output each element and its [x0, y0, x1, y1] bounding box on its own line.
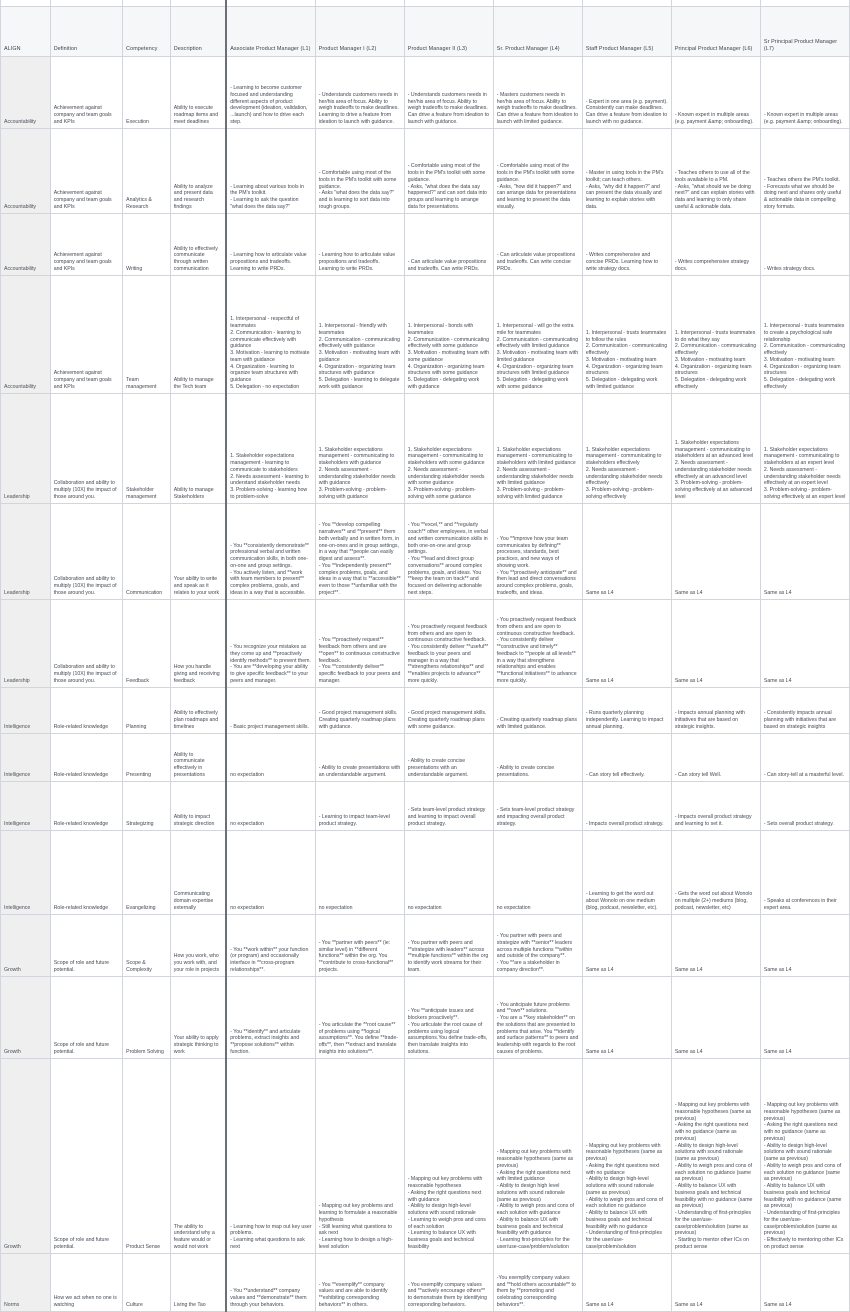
row-definition[interactable]: Role-related knowledge — [50, 687, 122, 733]
row-level-cell-l6[interactable]: Same as L4 — [671, 914, 760, 976]
column-header-level-l3[interactable]: Product Manager II (L3) — [404, 6, 493, 56]
row-description[interactable]: Ability to effectively plan roadmaps and timelines — [170, 687, 226, 733]
row-level-cell-l4[interactable]: - Sets team-level product strategy and impacting overall product strategy. — [493, 781, 582, 830]
row-level-cell-l2[interactable]: - You articulate the **root cause** of problems using **logical assumptions**. You define **trade-offs**, then **extract and translate insights into solutions**. — [315, 976, 404, 1058]
table-row — [1, 213, 850, 275]
row-level-cell-l1[interactable]: 1. Interpersonal - respectful of teammates 2. Communication - learning to communicate effectively with guidance 3. Motivation - learning to motivate team with guidance 4. Organization - learning to organize team structures with guidance 5. Delegation - no expectation — [226, 275, 315, 393]
row-level-cell-l5[interactable]: 1. Interpersonal - trusts teammates to follow the rules 2. Communication - communicating effectively 3. Motivation - motivating team 4. Organization - organizing team structures 5. Delegation - delegating work with limited guidance — [582, 275, 671, 393]
row-description[interactable]: Ability to manage Stakeholders — [170, 393, 226, 503]
row-level-cell-l5[interactable]: Same as L4 — [582, 914, 671, 976]
row-definition[interactable]: Role-related knowledge — [50, 830, 122, 914]
row-definition[interactable]: Role-related knowledge — [50, 781, 122, 830]
row-level-cell-l7[interactable]: Same as L4 — [760, 1253, 849, 1311]
row-level-cell-l5[interactable]: Same as L4 — [582, 976, 671, 1058]
row-level-cell-l3[interactable]: - You partner with peers and **strategize with leaders** across **multiple functions** within the org to identify work streams for their team. — [404, 914, 493, 976]
row-align-label[interactable]: Accountability — [1, 128, 51, 213]
row-level-cell-l2[interactable]: - Mapping out key problems and learning to formulate a reasonable hypothesis - Still learning what questions to ask next - Learning how to design a high-level solution — [315, 1058, 404, 1253]
column-header-level-l7[interactable]: Sr Principal Product Manager (L7) — [760, 6, 849, 56]
row-level-cell-l3[interactable]: - Sets team-level product strategy and learning to impact overall product strategy. — [404, 781, 493, 830]
row-level-cell-l7[interactable]: - Writes strategy docs. — [760, 213, 849, 275]
row-competency[interactable]: Culture — [123, 1253, 171, 1311]
row-level-cell-l7[interactable]: - Speaks at conferences in their expert area. — [760, 830, 849, 914]
column-header-level-l6[interactable]: Principal Product Manager (L6) — [671, 6, 760, 56]
row-level-cell-l6[interactable]: - Mapping out key problems with reasonable hypotheses (same as previous) - Asking the right questions next with no guidance (same as previous) - Ability to design high-level solutions with sound rationale (same as previous) - Ability to weigh pros and cons of each solution no guidance (same as previous) - Ability to balance UX with business goals and technical feasibility with no guidance (same as previous) - Understanding of first-principles for the user/use-case/problem/solution (same as previous) - Starting to mentor other ICs on product sense — [671, 1058, 760, 1253]
row-level-cell-l7[interactable]: - Can story-tell at a masterful level. — [760, 733, 849, 781]
column-header-competency[interactable]: Competency — [123, 6, 171, 56]
row-align-label[interactable]: Growth — [1, 976, 51, 1058]
table-row — [1, 1253, 850, 1311]
table-row — [1, 781, 850, 830]
row-definition[interactable]: Role-related knowledge — [50, 733, 122, 781]
row-level-cell-l3[interactable]: - Can articulate value propositions and tradeoffs. Can write PRDs. — [404, 213, 493, 275]
row-level-cell-l1[interactable]: - Learning how to map out key user problems. - Learning what questions to ask next — [226, 1058, 315, 1253]
row-definition[interactable]: Collaboration and ability to multiply (10X) the impact of those around you. — [50, 393, 122, 503]
row-level-cell-l3[interactable]: - Comfortable using most of the tools in the PM's toolkit with some guidance. - Asks, "what does the data say happened?" and can sort data into groups and learning to arrange data for presentations. — [404, 128, 493, 213]
row-level-cell-l2[interactable]: - You **proactively request** feedback from others and are **open** to continuous constructive feedback. - You **consistently deliver** specific feedback to your peers and manager. — [315, 599, 404, 687]
row-level-cell-l4[interactable]: no expectation — [493, 830, 582, 914]
row-level-cell-l4[interactable]: - Mapping out key problems with reasonable hypotheses (same as previous) - Asking the right questions next with limited guidance - Ability to design high level solutions with sound rationale (same as previous) - Ability to weigh pros and cons of each solution with guidance - Ability to balance UX with business goals and technical feasibility with guidance - Learning first-principles for the user/use-case/problem/solution — [493, 1058, 582, 1253]
row-level-cell-l2[interactable]: - Learning how to articulate value propositions and tradeoffs. Learning to write PRDs. — [315, 213, 404, 275]
row-definition[interactable]: Scope of role and future potential. — [50, 914, 122, 976]
row-level-cell-l3[interactable]: - You exemplify company values and **actively encourage others** to demonstrate them by identifying corresponding behaviors. — [404, 1253, 493, 1311]
row-align-label[interactable]: Accountability — [1, 213, 51, 275]
row-align-label[interactable]: Leadership — [1, 599, 51, 687]
row-level-cell-l1[interactable]: no expectation — [226, 781, 315, 830]
row-level-cell-l4[interactable]: - You proactively request feedback from others and are open to continuous constructive feedback. - You consistently deliver **constructive and timely** feedback to **people at all levels** in a way that strengthens relationships and enables **functional initiatives** to advance more quickly. — [493, 599, 582, 687]
row-level-cell-l2[interactable]: - Comfortable using most of the tools in the PM's toolkit with some guidance. - Asks "what does the data say?" and is learning to sort data into rough groups. — [315, 128, 404, 213]
row-level-cell-l7[interactable]: - Sets overall product strategy. — [760, 781, 849, 830]
row-level-cell-l3[interactable]: - Mapping out key problems with reasonable hypotheses - Asking the right questions next with guidance - Ability to design high-level solutions with sound rationale - Learning to weigh pros and cons of each solution - Learning to balance UX with business goals and technical feasibility — [404, 1058, 493, 1253]
row-level-cell-l2[interactable]: no expectation — [315, 830, 404, 914]
row-align-label[interactable]: Intelligence — [1, 687, 51, 733]
row-align-label[interactable]: Intelligence — [1, 781, 51, 830]
column-header-level-l5[interactable]: Staff Product Manager (L5) — [582, 6, 671, 56]
row-level-cell-l3[interactable]: - You **excel,** and **regularly coach** other employees, in verbal and written communication skills in both one-on-one and group settings. - You **lead and direct group conversations** around complex problems, goals, and ideas. You **keep the team on track** and focused on delivering actionable next steps. — [404, 503, 493, 599]
row-description[interactable]: Your ability to apply strategic thinking to work — [170, 976, 226, 1058]
row-level-cell-l2[interactable]: - You **partner with peers** (ie: similar level) in **different functions** within the org. You **contribute to cross-functional** projects. — [315, 914, 404, 976]
row-competency[interactable]: Planning — [123, 687, 171, 733]
row-description[interactable]: Your ability to write and speak as it relates to your work — [170, 503, 226, 599]
row-align-label[interactable]: Intelligence — [1, 733, 51, 781]
row-align-label[interactable]: Accountability — [1, 56, 51, 128]
row-level-cell-l3[interactable]: 1. Interpersonal - bonds with teammates 2. Communication - communicating effectively with some guidance 3. Motivation - motivating team with some guidance 4. Organization - organizing team structures with some guidance 5. Delegation - delegating work with guidance — [404, 275, 493, 393]
row-level-cell-l5[interactable]: Same as L4 — [582, 503, 671, 599]
row-level-cell-l6[interactable]: 1. Stakeholder expectations management - communicating to stakeholders at an advanced level 2. Needs assessment - understanding stakeholder needs effectively at an advanced level 3. Problem-solving - problem-solving effectively at an advanced level — [671, 393, 760, 503]
row-level-cell-l6[interactable]: - Teaches others to use all of the tools available to a PM. - Asks, "what should we be doing next?" and can explain stories with data and learning to only share useful & actionable data. — [671, 128, 760, 213]
row-level-cell-l5[interactable]: - Writes comprehensive and concise PRDs. Learning how to write strategy docs. — [582, 213, 671, 275]
row-level-cell-l3[interactable]: - You **anticipate issues and blockers proactively**. - You articulate the root cause of problems using logical assumptions.You define trade-offs, then translate insights into solutions. — [404, 976, 493, 1058]
row-level-cell-l7[interactable]: - Mapping out key problems with reasonable hypotheses (same as previous) - Asking the right questions next with no guidance (same as previous) - Ability to design high-level solutions with sound rationale (same as previous) - Ability to weigh pros and cons of each solution no guidance (same as previous) - Ability to balance UX with business goals and technical feasibility with no guidance (same as previous) - Understanding of first-principles for the user/use-case/problem/solution (same as previous) - Effectively to mentoring other ICs on product sense — [760, 1058, 849, 1253]
row-level-cell-l2[interactable]: - You **develop compelling narratives** and **present** them both verbally and in written form, in one-on-ones and in group settings, in a way that **people can easily digest and assess**. - You **independently present** complex problems, goals, and ideas in a way that is **accessible** even to those **unfamiliar with the project**. — [315, 503, 404, 599]
row-definition[interactable]: How we act when no one is watching — [50, 1253, 122, 1311]
row-level-cell-l4[interactable]: -You exemplify company values and **hold others accountable** to them by **promoting and celebrating corresponding behaviors**. — [493, 1253, 582, 1311]
row-level-cell-l5[interactable]: Same as L4 — [582, 599, 671, 687]
row-description[interactable]: Ability to manage the Tech team — [170, 275, 226, 393]
table-header — [1, 0, 850, 56]
table-row — [1, 687, 850, 733]
row-competency[interactable]: Feedback — [123, 599, 171, 687]
row-align-label[interactable]: Leadership — [1, 393, 51, 503]
row-competency[interactable]: Communication — [123, 503, 171, 599]
row-level-cell-l6[interactable]: Same as L4 — [671, 503, 760, 599]
row-level-cell-l5[interactable]: - Mapping out key problems with reasonable hypotheses (same as previous) - Asking the right questions next with no guidance - Ability to design high-level solutions with sound rationale (same as previous) - Ability to weigh pros and cons of each solution no guidance - Ability to balance UX with business goals and technical feasibility with no guidance - Understanding of first-principles for the user/use-case/problem/solution — [582, 1058, 671, 1253]
row-level-cell-l1[interactable]: - You recognize your mistakes as they come up and **proactively identify methods** to prevent them. - You are **developing your ability to give specific feedback** to your peers and manager. — [226, 599, 315, 687]
table-row — [1, 914, 850, 976]
row-level-cell-l7[interactable]: Same as L4 — [760, 503, 849, 599]
table-body — [1, 56, 850, 1311]
row-level-cell-l7[interactable]: Same as L4 — [760, 914, 849, 976]
row-definition[interactable]: Achievement against company and team goals and KPIs — [50, 275, 122, 393]
row-definition[interactable]: Scope of role and future potential. — [50, 1058, 122, 1253]
row-definition[interactable]: Collaboration and ability to multiply (10X) the impact of those around you. — [50, 599, 122, 687]
row-level-cell-l7[interactable]: - Teaches others the PM's toolkit. - Forecasts what we should be doing next and shares only useful & actionable data in compelling story formats. — [760, 128, 849, 213]
row-level-cell-l6[interactable]: Same as L4 — [671, 1253, 760, 1311]
row-align-label[interactable]: Leadership — [1, 503, 51, 599]
table-row — [1, 1058, 850, 1253]
row-level-cell-l4[interactable]: - Masters customers needs in her/his area of focus. Ability to weigh tradeoffs to make deadlines. Can drive a feature from ideation to launch with limited guidance. — [493, 56, 582, 128]
row-level-cell-l3[interactable]: no expectation — [404, 830, 493, 914]
column-header-row — [1, 6, 850, 56]
row-level-cell-l4[interactable]: - Ability to create concise presentations. — [493, 733, 582, 781]
row-level-cell-l4[interactable]: - Comfortable using most of the tools in the PM's toolkit with some guidance. - Asks, "how did it happen?" and can arrange data for presentations and learning to present the data visually. — [493, 128, 582, 213]
row-competency[interactable]: Analytics & Research — [123, 128, 171, 213]
table-row — [1, 733, 850, 781]
row-level-cell-l1[interactable]: - Learning how to articulate value propositions and tradeoffs. Learning to write PRDs. — [226, 213, 315, 275]
row-level-cell-l1[interactable]: - You **understand** company values and **demonstrate** them through your behaviors. — [226, 1253, 315, 1311]
row-level-cell-l6[interactable]: - Can story tell Well. — [671, 733, 760, 781]
row-level-cell-l1[interactable]: - You **consistently demonstrate** professional verbal and written communication skills, in both one-on-one and group settings. - You actively listen, and **work with team members to present** complex problems, goals, and ideas in a way that is accessible. — [226, 503, 315, 599]
row-level-cell-l1[interactable]: - You **work within** your function (or program) and occasionally interface in **cross-program relationships**. — [226, 914, 315, 976]
row-competency[interactable]: Strategizing — [123, 781, 171, 830]
row-align-label[interactable]: Intelligence — [1, 830, 51, 914]
row-description[interactable]: Ability to execute roadmap items and meet deadlines — [170, 56, 226, 128]
row-level-cell-l2[interactable]: 1. Interpersonal - friendly with teammates 2. Communication - communicating effectively with guidance 3. Motivation - motivating team with guidance 4. Organization - organizing team structures with guidance 5. Delegation - learning to delegate work with guidance — [315, 275, 404, 393]
row-level-cell-l4[interactable]: - Creating quarterly roadmap plans with limited guidance. — [493, 687, 582, 733]
row-level-cell-l1[interactable]: - Learning to become customer focused and understanding different aspects of product development (ideation, validation, ...launch) and how to drive each step. — [226, 56, 315, 128]
row-level-cell-l5[interactable]: 1. Stakeholder expectations management - communicating to stakeholders effectively 2. Needs assessment - understanding stakeholder needs effectively 3. Problem-solving - problem-solving effectively — [582, 393, 671, 503]
row-align-label[interactable]: Growth — [1, 1058, 51, 1253]
table-row — [1, 393, 850, 503]
row-description[interactable]: The ability to understand why a feature would or would not work — [170, 1058, 226, 1253]
row-level-cell-l7[interactable]: Same as L4 — [760, 599, 849, 687]
row-level-cell-l6[interactable]: Same as L4 — [671, 976, 760, 1058]
row-competency[interactable]: Writing — [123, 213, 171, 275]
row-level-cell-l6[interactable]: - Impacts overall product strategy and learning to set it. — [671, 781, 760, 830]
row-level-cell-l7[interactable]: 1. Interpersonal - trusts teammates to create a psychological safe relationship 2. Communication - communicating effectively 3. Motivation - motivating team 4. Organization - organizing team structures 5. Delegation - delegating work effectively — [760, 275, 849, 393]
row-level-cell-l2[interactable]: 1. Stakeholder expectations management - communicating to stakeholders with guidance 2. Needs assessment - understanding stakeholder needs with guidance 3. Problem-solving - problem-solving with guidance — [315, 393, 404, 503]
row-definition[interactable]: Achievement against company and team goals and KPIs — [50, 128, 122, 213]
row-definition[interactable]: Collaboration and ability to multiply (10X) the impact of those around you. — [50, 503, 122, 599]
row-align-label[interactable]: Norms — [1, 1253, 51, 1311]
row-level-cell-l7[interactable]: Same as L4 — [760, 976, 849, 1058]
row-competency[interactable]: Execution — [123, 56, 171, 128]
row-level-cell-l3[interactable]: - You proactively request feedback from others and are open to continuous constructive feedback. - You consistently deliver **useful** feedback to your peers and manager in a way that **strengthens relationships** and **enables projects to advance** more quickly. — [404, 599, 493, 687]
row-description[interactable]: Living the Tao — [170, 1253, 226, 1311]
row-level-cell-l5[interactable]: - Impacts overall product strategy. — [582, 781, 671, 830]
row-level-cell-l5[interactable]: - Expert in one area (e.g. payment). Consistently can make deadlines. Can drive a feature from ideation to launch with no guidance. — [582, 56, 671, 128]
table-row — [1, 128, 850, 213]
row-level-cell-l5[interactable]: Same as L4 — [582, 1253, 671, 1311]
row-level-cell-l6[interactable]: - Gets the word out about Wonolo on multiple (2+) mediums (blog, podcast, newsletter, etc) — [671, 830, 760, 914]
row-level-cell-l1[interactable]: - You **identify** and articulate problems, extract insights and **propose solutions** within function. — [226, 976, 315, 1058]
row-level-cell-l2[interactable]: - You **exemplify** company values and are able to identify **exhibiting corresponding behaviors** in others. — [315, 1253, 404, 1311]
row-level-cell-l4[interactable]: - Can articulate value propositions and tradeoffs. Can write concise PRDs. — [493, 213, 582, 275]
row-description[interactable]: Communicating domain expertise externally — [170, 830, 226, 914]
row-level-cell-l2[interactable]: - Learning to impact team-level product strategy. — [315, 781, 404, 830]
row-level-cell-l4[interactable]: 1. Stakeholder expectations management - communicating to stakeholders with limited guidance 2. Needs assessment - understanding stakeholder needs with limited guidance 3. Problem-solving - problem-solving with limited guidance — [493, 393, 582, 503]
table-row — [1, 503, 850, 599]
row-competency[interactable]: Team management — [123, 275, 171, 393]
row-level-cell-l4[interactable]: - You **improve how your team communicates by defining** processes, standards, best practices, and new ways of showing work. - You **proactively anticipate** and then lead and direct conversations around complex problems, goals, tradeoffs, and ideas. — [493, 503, 582, 599]
column-header-align[interactable]: ALIGN — [1, 6, 51, 56]
row-level-cell-l6[interactable]: 1. Interpersonal - trusts teammates to do what they say 2. Communication - communicating effectively 3. Motivation - motivating team 4. Organization - organizing team structures 5. Delegation - delegating work effectively — [671, 275, 760, 393]
row-level-cell-l6[interactable]: - Known expert in multiple areas (e.g. payment &amp; onboarding). — [671, 56, 760, 128]
row-competency[interactable]: Evangelizing — [123, 830, 171, 914]
row-level-cell-l4[interactable]: - You anticipate future problems and **own** solutions. - You are a **key stakeholder** on the solutions that are presented to problems that arise. You **identify and surface patterns** to peers and leadership with regards to the root causes of problems. — [493, 976, 582, 1058]
row-level-cell-l6[interactable]: - Writes comprehensive strategy docs. — [671, 213, 760, 275]
table-row — [1, 599, 850, 687]
row-competency[interactable]: Product Sense — [123, 1058, 171, 1253]
row-competency[interactable]: Presenting — [123, 733, 171, 781]
row-level-cell-l1[interactable]: 1. Stakeholder expectations management - learning to communicate to stakeholders 2. Needs assessment - learning to understand stakeholder needs 3. Problem-solving - learning how to problem-solve — [226, 393, 315, 503]
row-definition[interactable]: Achievement against company and team goals and KPIs — [50, 56, 122, 128]
row-definition[interactable]: Achievement against company and team goals and KPIs — [50, 213, 122, 275]
row-level-cell-l3[interactable]: - Good project management skills. Creating quarterly roadmap plans with some guidance. — [404, 687, 493, 733]
table-row — [1, 56, 850, 128]
row-description[interactable]: Ability to analyze and present data and research findings — [170, 128, 226, 213]
column-header-level-l2[interactable]: Product Manager I (L2) — [315, 6, 404, 56]
row-level-cell-l5[interactable]: - Runs quarterly planning independently. Learning to impact annual planning. — [582, 687, 671, 733]
row-level-cell-l2[interactable]: - Ability to create presentations with an understandable argument. — [315, 733, 404, 781]
row-level-cell-l7[interactable]: - Known expert in multiple areas (e.g. payment &amp; onboarding). — [760, 56, 849, 128]
row-level-cell-l6[interactable]: - Impacts annual planning with initiatives that are based on strategic insights. — [671, 687, 760, 733]
row-competency[interactable]: Stakeholder management — [123, 393, 171, 503]
row-level-cell-l2[interactable]: - Understands customers needs in her/his area of focus. Ability to weigh tradeoffs to make deadlines. Learning to drive a feature from ideation to launch with guidance. — [315, 56, 404, 128]
row-description[interactable]: Ability to effectively communicate through written communication — [170, 213, 226, 275]
column-header-level-l4[interactable]: Sr. Product Manager (L4) — [493, 6, 582, 56]
row-level-cell-l7[interactable]: 1. Stakeholder expectations management - communicating to stakeholders at an expert level 2. Needs assessment - understanding stakeholder needs effectively at an expert level 3. Problem-solving - problem-solving effectively at an expert level — [760, 393, 849, 503]
row-level-cell-l1[interactable]: - Learning about various tools in the PM's toolkit. - Learning to ask the question "what does the data say?" — [226, 128, 315, 213]
column-header-level-l1[interactable]: Associate Product Manager (L1) — [226, 6, 315, 56]
row-level-cell-l1[interactable]: no expectation — [226, 733, 315, 781]
row-align-label[interactable]: Accountability — [1, 275, 51, 393]
row-level-cell-l1[interactable]: - Basic project management skills. — [226, 687, 315, 733]
row-level-cell-l6[interactable]: Same as L4 — [671, 599, 760, 687]
row-definition[interactable]: Scope of role and future potential. — [50, 976, 122, 1058]
row-competency[interactable]: Problem Solving — [123, 976, 171, 1058]
row-level-cell-l2[interactable]: - Good project management skills. Creating quarterly roadmap plans with guidance. — [315, 687, 404, 733]
row-level-cell-l3[interactable]: - Understands customers needs in her/his area of focus. Ability to weigh tradeoffs to make deadlines. Can drive a feature from ideation to launch with guidance. — [404, 56, 493, 128]
row-level-cell-l4[interactable]: - You partner with peers and strategize with **senior** leaders across multiple functions **within and outside of the company**. - You **are a stakeholder in company direction**. — [493, 914, 582, 976]
row-competency[interactable]: Scope & Complexity — [123, 914, 171, 976]
row-level-cell-l4[interactable]: 1. Interpersonal - will go the extra mile for teammates 2. Communication - communicating effectively with limited guidance 3. Motivation - motivating team with limited guidance 4. Organization - organizing team structures with limited guidance 5. Delegation - delegating work with some guidance — [493, 275, 582, 393]
row-level-cell-l3[interactable]: 1. Stakeholder expectations management - communicating to stakeholders with some guidance 2. Needs assessment - understanding stakeholder needs with some guidance 3. Problem-solving - problem-solving with some guidance — [404, 393, 493, 503]
row-level-cell-l5[interactable]: - Can story tell effectively. — [582, 733, 671, 781]
row-description[interactable]: How you work, who you work with, and your role in projects — [170, 914, 226, 976]
row-level-cell-l3[interactable]: - Ability to create concise presentations with an understandable argument. — [404, 733, 493, 781]
row-description[interactable]: Ability to impact strategic direction — [170, 781, 226, 830]
row-level-cell-l7[interactable]: - Consistently impacts annual planning with initiatives that are based on strategic insights — [760, 687, 849, 733]
table-row — [1, 976, 850, 1058]
table-row — [1, 275, 850, 393]
row-description[interactable]: Ability to communicate effectively in presentations — [170, 733, 226, 781]
table-row — [1, 830, 850, 914]
row-level-cell-l5[interactable]: - Learning to get the word out about Wonolo on one medium (blog, podcast, newsletter, etc). — [582, 830, 671, 914]
row-align-label[interactable]: Growth — [1, 914, 51, 976]
row-level-cell-l1[interactable]: no expectation — [226, 830, 315, 914]
row-level-cell-l5[interactable]: - Master in using tools in the PM's toolkit; can teach others. - Asks, "why did it happen?" and can present the data visually and learning to explain stories with data. — [582, 128, 671, 213]
column-header-definition[interactable]: Definition — [50, 6, 122, 56]
column-header-description[interactable]: Description — [170, 6, 226, 56]
row-description[interactable]: How you handle giving and receiving feedback — [170, 599, 226, 687]
